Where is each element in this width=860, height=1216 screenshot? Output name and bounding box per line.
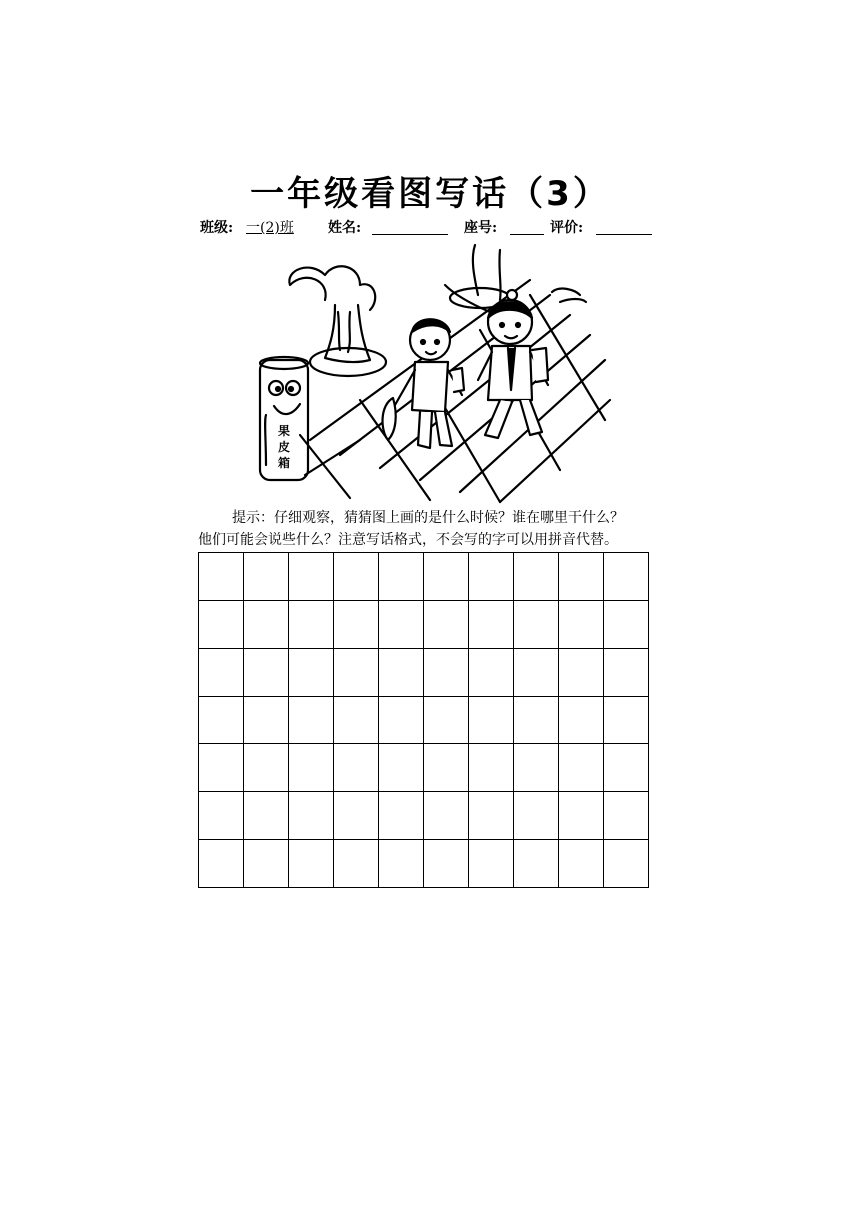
grid-cell[interactable] bbox=[559, 792, 604, 840]
grid-cell[interactable] bbox=[244, 697, 289, 745]
grid-cell[interactable] bbox=[559, 744, 604, 792]
name-blank[interactable] bbox=[372, 234, 448, 235]
grid-cell[interactable] bbox=[514, 840, 559, 888]
grid-cell[interactable] bbox=[559, 601, 604, 649]
grid-cell[interactable] bbox=[604, 553, 649, 601]
grid-cell[interactable] bbox=[604, 601, 649, 649]
grid-cell[interactable] bbox=[514, 601, 559, 649]
grid-cell[interactable] bbox=[604, 744, 649, 792]
grid-cell[interactable] bbox=[559, 553, 604, 601]
grid-cell[interactable] bbox=[289, 792, 334, 840]
grid-cell[interactable] bbox=[289, 744, 334, 792]
name-label: 姓名: bbox=[328, 220, 362, 236]
class-value: 一(2)班 bbox=[246, 220, 294, 236]
grid-cell[interactable] bbox=[424, 649, 469, 697]
grid-cell[interactable] bbox=[379, 649, 424, 697]
grid-cell[interactable] bbox=[244, 744, 289, 792]
grid-cell[interactable] bbox=[514, 744, 559, 792]
grid-cell[interactable] bbox=[469, 792, 514, 840]
grid-cell[interactable] bbox=[334, 601, 379, 649]
grid-cell[interactable] bbox=[424, 697, 469, 745]
grid-cell[interactable] bbox=[334, 649, 379, 697]
grid-cell[interactable] bbox=[244, 792, 289, 840]
grid-cell[interactable] bbox=[379, 792, 424, 840]
child-boy-left bbox=[383, 319, 464, 448]
grid-cell[interactable] bbox=[469, 744, 514, 792]
grid-cell[interactable] bbox=[379, 744, 424, 792]
grid-cell[interactable] bbox=[289, 840, 334, 888]
grid-cell[interactable] bbox=[469, 601, 514, 649]
grid-cell[interactable] bbox=[604, 697, 649, 745]
grid-cell[interactable] bbox=[334, 697, 379, 745]
grid-cell[interactable] bbox=[604, 792, 649, 840]
seat-blank[interactable] bbox=[510, 234, 544, 235]
grid-cell[interactable] bbox=[334, 553, 379, 601]
page-title: 一年级看图写话（3） bbox=[250, 174, 610, 214]
grid-cell[interactable] bbox=[199, 553, 244, 601]
grid-cell[interactable] bbox=[199, 697, 244, 745]
class-label: 班级: bbox=[200, 220, 234, 236]
hint-line-1: 提示：仔细观察，猜猜图上画的是什么时候？谁在哪里干什么？ bbox=[232, 510, 624, 526]
grid-cell[interactable] bbox=[604, 649, 649, 697]
grid-cell[interactable] bbox=[199, 744, 244, 792]
grid-cell[interactable] bbox=[424, 601, 469, 649]
grid-cell[interactable] bbox=[559, 840, 604, 888]
grid-cell[interactable] bbox=[244, 840, 289, 888]
grid-cell[interactable] bbox=[379, 601, 424, 649]
grid-cell[interactable] bbox=[289, 649, 334, 697]
grid-cell[interactable] bbox=[424, 744, 469, 792]
grid-cell[interactable] bbox=[514, 792, 559, 840]
grid-cell[interactable] bbox=[379, 553, 424, 601]
grid-cell[interactable] bbox=[334, 840, 379, 888]
grid-cell[interactable] bbox=[424, 792, 469, 840]
grid-cell[interactable] bbox=[244, 553, 289, 601]
grid-cell[interactable] bbox=[424, 553, 469, 601]
grid-cell[interactable] bbox=[469, 840, 514, 888]
grid-cell[interactable] bbox=[559, 697, 604, 745]
rating-label: 评价: bbox=[550, 220, 584, 236]
grid-cell[interactable] bbox=[334, 792, 379, 840]
grid-cell[interactable] bbox=[334, 744, 379, 792]
grid-cell[interactable] bbox=[424, 840, 469, 888]
bin-text-2: 皮 bbox=[277, 440, 291, 454]
illustration-kids-walking bbox=[230, 240, 630, 508]
grid-cell[interactable] bbox=[199, 649, 244, 697]
bin-text-1: 果 bbox=[277, 424, 291, 438]
grid-cell[interactable] bbox=[559, 649, 604, 697]
hint-line-2: 他们可能会说些什么？注意写话格式，不会写的字可以用拼音代替。 bbox=[198, 532, 618, 548]
grid-cell[interactable] bbox=[199, 840, 244, 888]
rating-blank[interactable] bbox=[596, 234, 652, 235]
seat-label: 座号: bbox=[464, 220, 498, 236]
grid-cell[interactable] bbox=[199, 792, 244, 840]
grid-cell[interactable] bbox=[514, 697, 559, 745]
grid-cell[interactable] bbox=[469, 697, 514, 745]
grid-cell[interactable] bbox=[604, 840, 649, 888]
grid-cell[interactable] bbox=[289, 697, 334, 745]
grid-cell[interactable] bbox=[244, 649, 289, 697]
grid-cell[interactable] bbox=[469, 649, 514, 697]
grid-cell[interactable] bbox=[289, 553, 334, 601]
grid-cell[interactable] bbox=[199, 601, 244, 649]
grid-cell[interactable] bbox=[514, 649, 559, 697]
bin-text-3: 箱 bbox=[277, 456, 291, 470]
grid-cell[interactable] bbox=[379, 697, 424, 745]
student-info-line bbox=[200, 214, 660, 238]
grid-cell[interactable] bbox=[514, 553, 559, 601]
grid-cell[interactable] bbox=[379, 840, 424, 888]
grid-cell[interactable] bbox=[289, 601, 334, 649]
grid-cell[interactable] bbox=[469, 553, 514, 601]
writing-grid bbox=[198, 552, 649, 888]
grid-cell[interactable] bbox=[244, 601, 289, 649]
